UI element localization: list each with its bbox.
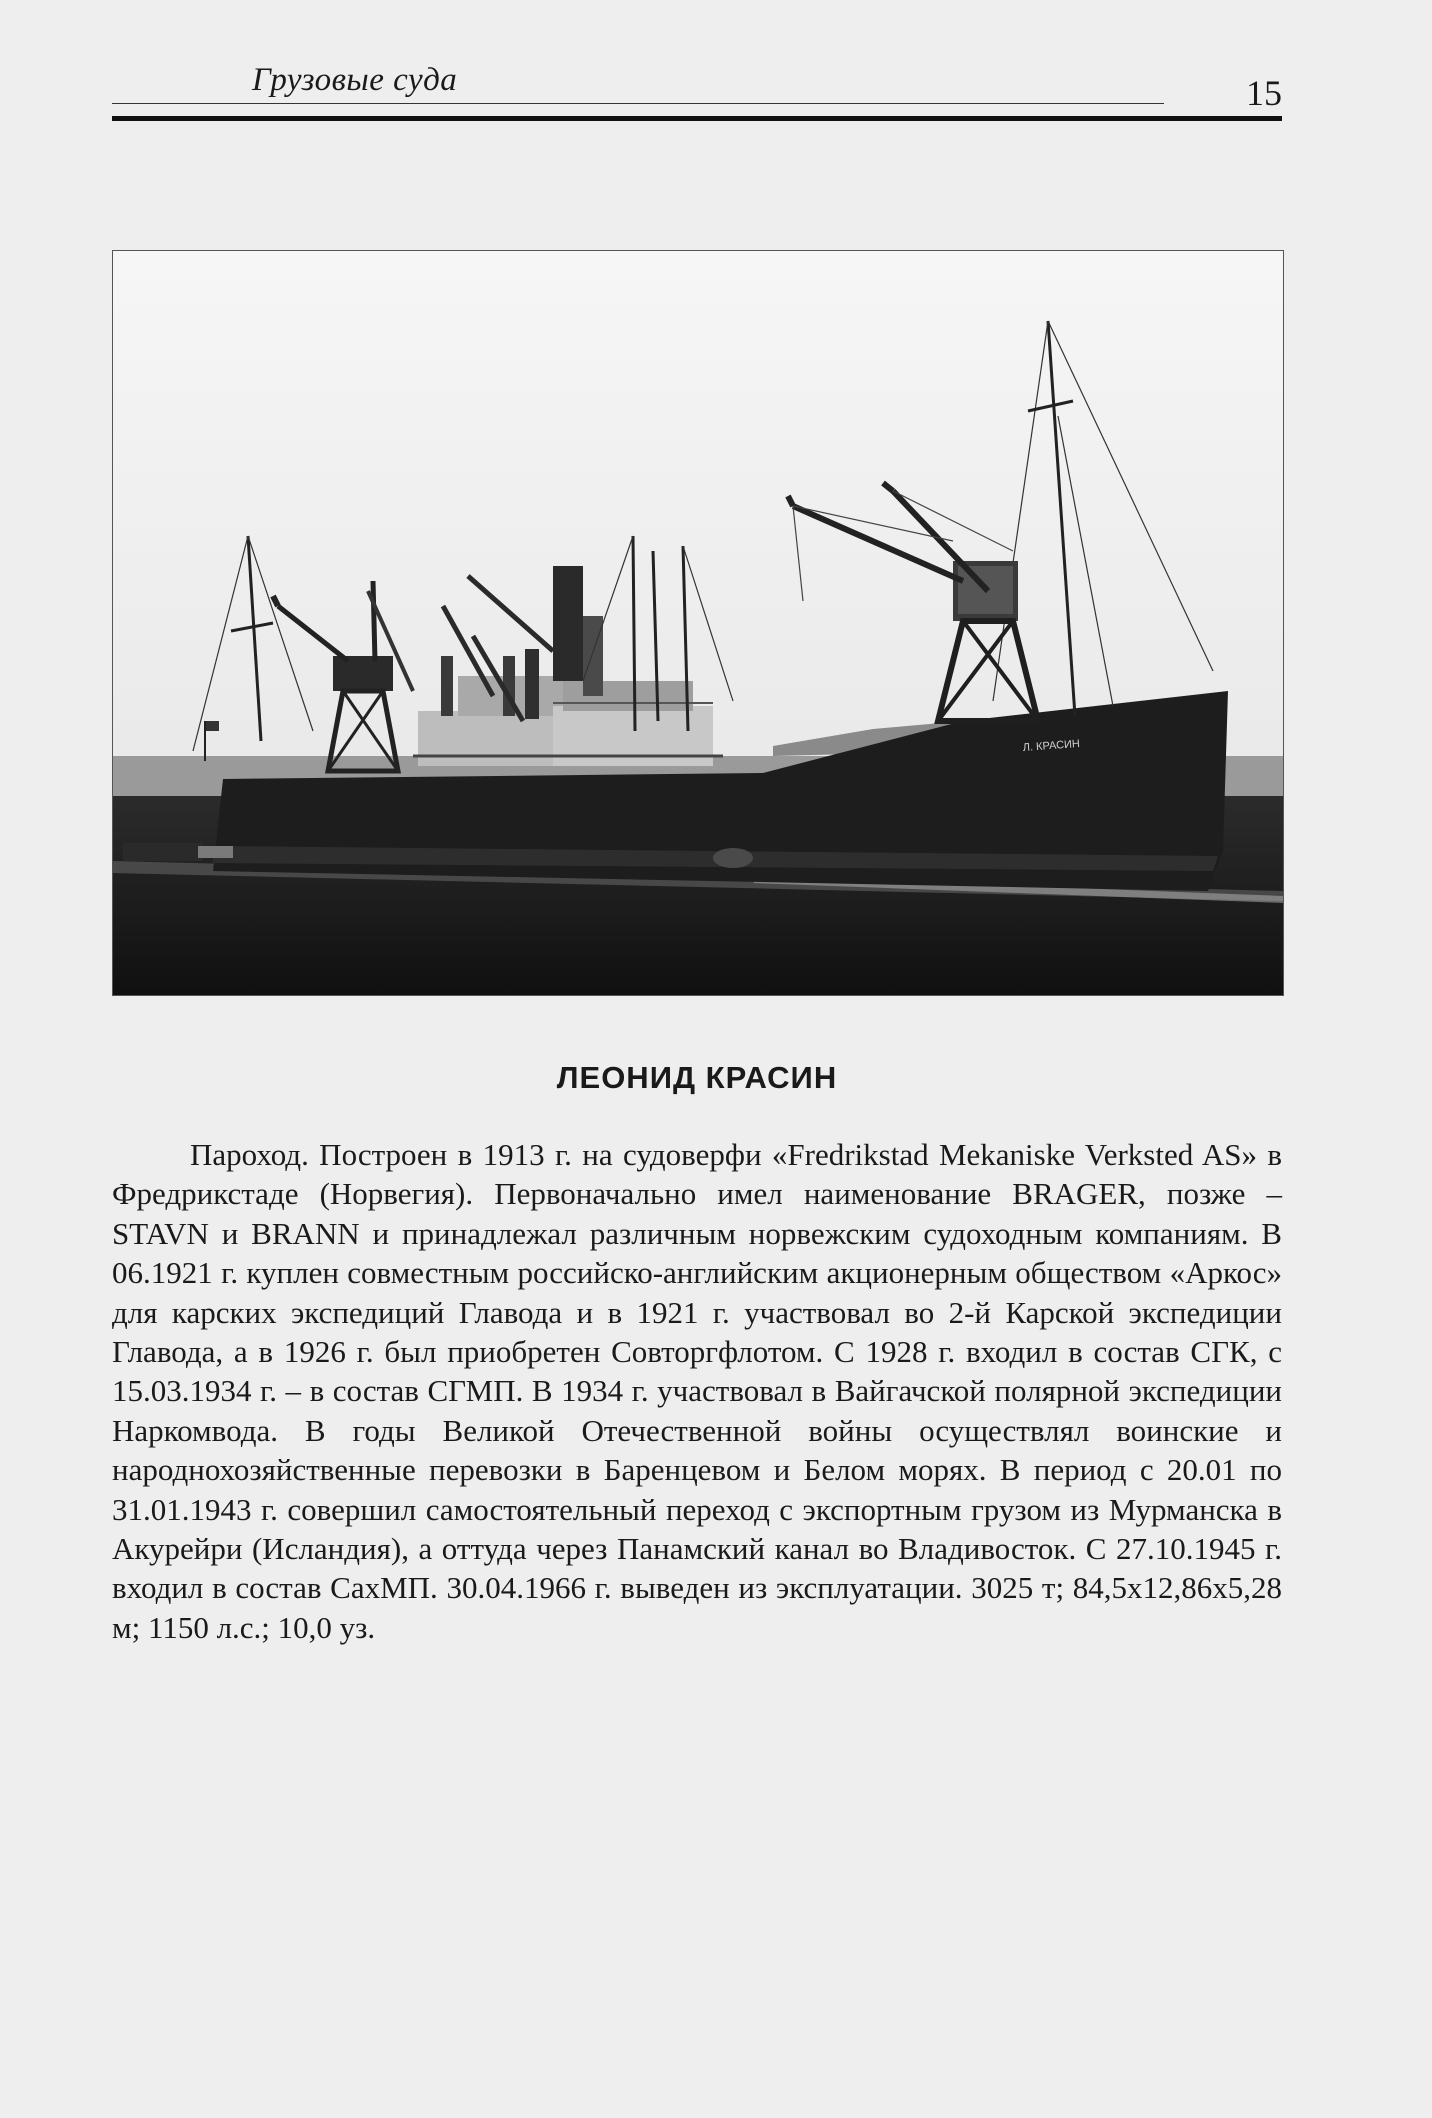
header-rule-thick bbox=[112, 116, 1282, 121]
article-title: ЛЕОНИД КРАСИН bbox=[556, 1060, 838, 1095]
running-header bbox=[112, 58, 1282, 128]
hull-lettering: Л. КРАСИН bbox=[1022, 738, 1081, 754]
page-number: 15 bbox=[1246, 73, 1282, 113]
ship-photo bbox=[112, 250, 1284, 996]
article-body: Пароход. Построен в 1913 г. на судоверфи «Fredrikstad Mekaniske Verksted AS» в Фредрикстаде (Норвегия). Первоначально имел наименование BRAGER, позже – STAVN и BRANN и принадлежал различным норвежским судоходным компаниям. В 06.1921 г. куплен совместным российско-английским акционерным обществом «Аркос» для карских экспедиций Главода и в 1921 г. участвовал во 2-й Карской экспедиции Главода, а в 1926 г. был приобретен Совторгфлотом. С 1928 г. входил в состав СГК, с 15.03.1934 г. – в состав СГМП. В 1934 г. участвовал в Вайгачской полярной экспедиции Наркомвода. В годы Великой Отечественной войны осуществлял воинские и народнохозяйственные перевозки в Баренцевом и Белом морях. В период с 20.01 по 31.01.1943 г. совершил самостоятельный переход с экспортным грузом из Мурманска в Акурейри (Исландия), а оттуда через Панамский канал во Владивосток. С 27.10.1945 г. входил в состав СахМП. 30.04.1966 г. выведен из эксплуатации. 3025 т; 84,5х12,86х5,28 м; 1150 л.с.; 10,0 уз. bbox=[112, 1137, 1282, 1645]
header-rule-thin bbox=[112, 103, 1164, 104]
section-title: Грузовые суда bbox=[252, 62, 458, 98]
ship-photo-illustration bbox=[113, 251, 1283, 995]
